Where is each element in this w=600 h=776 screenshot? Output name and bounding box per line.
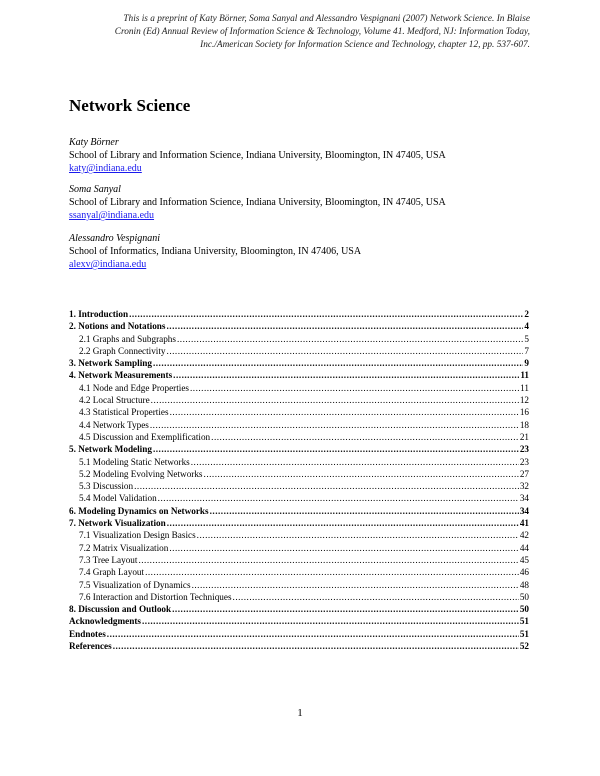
toc-entry-page: 2 xyxy=(524,309,529,319)
toc-entry-page: 23 xyxy=(519,456,529,467)
toc-dot-leader xyxy=(210,505,519,517)
toc-dot-leader xyxy=(158,492,519,504)
toc-entry[interactable] xyxy=(69,419,529,431)
toc-entry[interactable] xyxy=(69,308,529,320)
toc-entry-label: 6. Modeling Dynamics on Networks xyxy=(69,505,209,516)
toc-entry[interactable] xyxy=(69,603,529,615)
toc-dot-leader xyxy=(150,419,519,431)
preprint-line: Inc./American Society for Information Science and Technology, chapter 12, pp. 537-607. xyxy=(200,40,530,50)
toc-entry-label: 7.1 Visualization Design Basics xyxy=(79,530,196,541)
toc-entry[interactable] xyxy=(69,542,529,554)
preprint-line: This is a preprint of Katy Börner, Soma Sanyal and Alessandro Vespignani (2007) Network Science. In Blaise xyxy=(123,14,530,24)
toc-entry[interactable] xyxy=(69,492,529,504)
toc-dot-leader xyxy=(177,333,523,345)
toc-entry[interactable] xyxy=(69,369,529,381)
toc-entry[interactable] xyxy=(69,456,529,468)
author-affiliation: School of Library and Information Science, Indiana University, Bloomington, IN 47405, USA xyxy=(69,197,446,208)
author-block xyxy=(69,232,361,271)
toc-entry-page: 52 xyxy=(519,641,529,652)
toc-entry-page: 51 xyxy=(519,628,529,639)
toc-entry-page: 4 xyxy=(524,321,529,332)
toc-entry-page: 50 xyxy=(519,591,529,602)
author-name: Alessandro Vespignani xyxy=(69,233,161,244)
toc-dot-leader xyxy=(170,406,519,418)
toc-entry[interactable] xyxy=(69,345,529,357)
author-affiliation: School of Library and Information Science, Indiana University, Bloomington, IN 47405, USA xyxy=(69,150,446,161)
toc-entry[interactable] xyxy=(69,529,529,541)
toc-entry[interactable] xyxy=(69,591,529,603)
toc-entry-label: 5.1 Modeling Static Networks xyxy=(79,456,190,467)
toc-entry-page: 32 xyxy=(519,481,529,492)
preprint-line: Cronin (Ed) Annual Review of Information Science & Technology, Volume 41. Medford, NJ: Information Today, xyxy=(114,27,530,37)
table-of-contents xyxy=(69,308,529,652)
toc-entry-label: 7.2 Matrix Visualization xyxy=(79,542,169,553)
toc-entry-page: 11 xyxy=(520,370,529,381)
toc-dot-leader xyxy=(142,615,519,627)
toc-entry[interactable] xyxy=(69,357,529,369)
author-name: Katy Börner xyxy=(69,137,119,148)
toc-entry-page: 50 xyxy=(519,604,529,615)
author-affiliation: School of Informatics, Indiana University, Bloomington, IN 47406, USA xyxy=(69,246,362,257)
toc-entry[interactable] xyxy=(69,554,529,566)
toc-dot-leader xyxy=(138,554,518,566)
toc-entry[interactable] xyxy=(69,443,529,455)
toc-entry[interactable] xyxy=(69,333,529,345)
toc-entry-page: 21 xyxy=(519,431,529,442)
toc-entry-label: Endnotes xyxy=(69,628,106,639)
toc-entry-page: 45 xyxy=(519,554,529,565)
toc-entry-page: 44 xyxy=(519,542,529,553)
toc-entry[interactable] xyxy=(69,320,529,332)
toc-entry-label: 5. Network Modeling xyxy=(69,444,152,455)
toc-dot-leader xyxy=(190,382,519,394)
toc-entry[interactable] xyxy=(69,517,529,529)
toc-dot-leader xyxy=(169,542,518,554)
toc-entry-page: 5 xyxy=(524,333,529,344)
toc-entry-label: 4.3 Statistical Properties xyxy=(79,407,169,418)
toc-entry-label: 5.4 Model Validation xyxy=(79,493,157,504)
toc-entry-page: 18 xyxy=(519,419,529,430)
toc-entry[interactable] xyxy=(69,579,529,591)
preprint-citation xyxy=(60,13,530,52)
toc-entry-page: 34 xyxy=(519,493,529,504)
toc-dot-leader xyxy=(211,431,519,443)
toc-entry-page: 11 xyxy=(520,382,529,393)
toc-entry-page: 12 xyxy=(519,395,529,406)
author-name: Soma Sanyal xyxy=(69,184,121,195)
toc-dot-leader xyxy=(153,443,519,455)
author-block xyxy=(69,183,446,222)
toc-entry-page: 27 xyxy=(519,468,529,479)
toc-entry[interactable] xyxy=(69,468,529,480)
toc-entry-label: 8. Discussion and Outlook xyxy=(69,604,172,615)
toc-entry-page: 23 xyxy=(519,444,529,455)
toc-entry-page: 34 xyxy=(519,505,529,516)
toc-entry[interactable] xyxy=(69,505,529,517)
toc-dot-leader xyxy=(192,579,519,591)
toc-entry-label: 4. Network Measurements xyxy=(69,370,173,381)
toc-dot-leader xyxy=(204,468,519,480)
toc-dot-leader xyxy=(129,308,523,320)
toc-entry-label: 7. Network Visualization xyxy=(69,518,166,529)
author-email-link[interactable]: katy@indiana.edu xyxy=(69,163,142,174)
toc-entry-page: 48 xyxy=(519,579,529,590)
toc-entry-page: 42 xyxy=(519,530,529,541)
toc-dot-leader xyxy=(107,628,519,640)
paper-title: Network Science xyxy=(69,96,191,115)
toc-entry-label: 5.2 Modeling Evolving Networks xyxy=(79,468,203,479)
toc-dot-leader xyxy=(173,369,519,381)
toc-entry[interactable] xyxy=(69,394,529,406)
toc-entry-label: 5.3 Discussion xyxy=(79,481,134,492)
toc-dot-leader xyxy=(153,357,523,369)
author-block xyxy=(69,136,446,175)
toc-dot-leader xyxy=(167,517,519,529)
toc-entry-label: 4.2 Local Structure xyxy=(79,395,150,406)
toc-entry-label: 2.2 Graph Connectivity xyxy=(79,345,166,356)
toc-entry[interactable] xyxy=(69,615,529,627)
toc-entry-label: 4.1 Node and Edge Properties xyxy=(79,382,189,393)
toc-entry-label: 3. Network Sampling xyxy=(69,358,152,369)
toc-entry[interactable] xyxy=(69,628,529,640)
toc-entry-label: 1. Introduction xyxy=(69,309,129,319)
toc-entry[interactable] xyxy=(69,480,529,492)
toc-entry-label: 2. Notions and Notations xyxy=(69,321,166,332)
toc-dot-leader xyxy=(151,394,519,406)
toc-dot-leader xyxy=(233,591,519,603)
toc-entry-label: 4.4 Network Types xyxy=(79,419,149,430)
toc-dot-leader xyxy=(167,345,524,357)
toc-entry-page: 51 xyxy=(519,616,529,627)
toc-entry-label: 7.4 Graph Layout xyxy=(79,567,145,578)
toc-dot-leader xyxy=(113,640,519,652)
toc-dot-leader xyxy=(134,480,519,492)
author-email-link[interactable]: ssanyal@indiana.edu xyxy=(69,210,155,221)
toc-entry-page: 7 xyxy=(524,345,529,356)
toc-dot-leader xyxy=(197,529,519,541)
toc-entry[interactable] xyxy=(69,406,529,418)
toc-entry[interactable] xyxy=(69,566,529,578)
toc-entry-label: 7.5 Visualization of Dynamics xyxy=(79,579,191,590)
toc-dot-leader xyxy=(167,320,524,332)
toc-entry-label: 2.1 Graphs and Subgraphs xyxy=(79,333,176,344)
toc-dot-leader xyxy=(191,456,519,468)
toc-entry-page: 41 xyxy=(519,518,529,529)
toc-entry-label: References xyxy=(69,641,112,652)
toc-entry-label: Acknowledgments xyxy=(69,616,141,627)
toc-entry[interactable] xyxy=(69,382,529,394)
page-number: 1 xyxy=(297,707,303,719)
author-email-link[interactable]: alexv@indiana.edu xyxy=(69,259,147,270)
toc-entry-label: 4.5 Discussion and Exemplification xyxy=(79,431,211,442)
toc-entry-label: 7.6 Interaction and Distortion Techniques xyxy=(79,591,232,602)
toc-entry-label: 7.3 Tree Layout xyxy=(79,554,138,565)
toc-entry[interactable] xyxy=(69,640,529,652)
toc-dot-leader xyxy=(145,566,519,578)
toc-entry-page: 16 xyxy=(519,407,529,418)
toc-entry[interactable] xyxy=(69,431,529,443)
toc-entry-page: 9 xyxy=(524,358,529,369)
toc-entry-page: 46 xyxy=(519,567,529,578)
toc-dot-leader xyxy=(172,603,519,615)
